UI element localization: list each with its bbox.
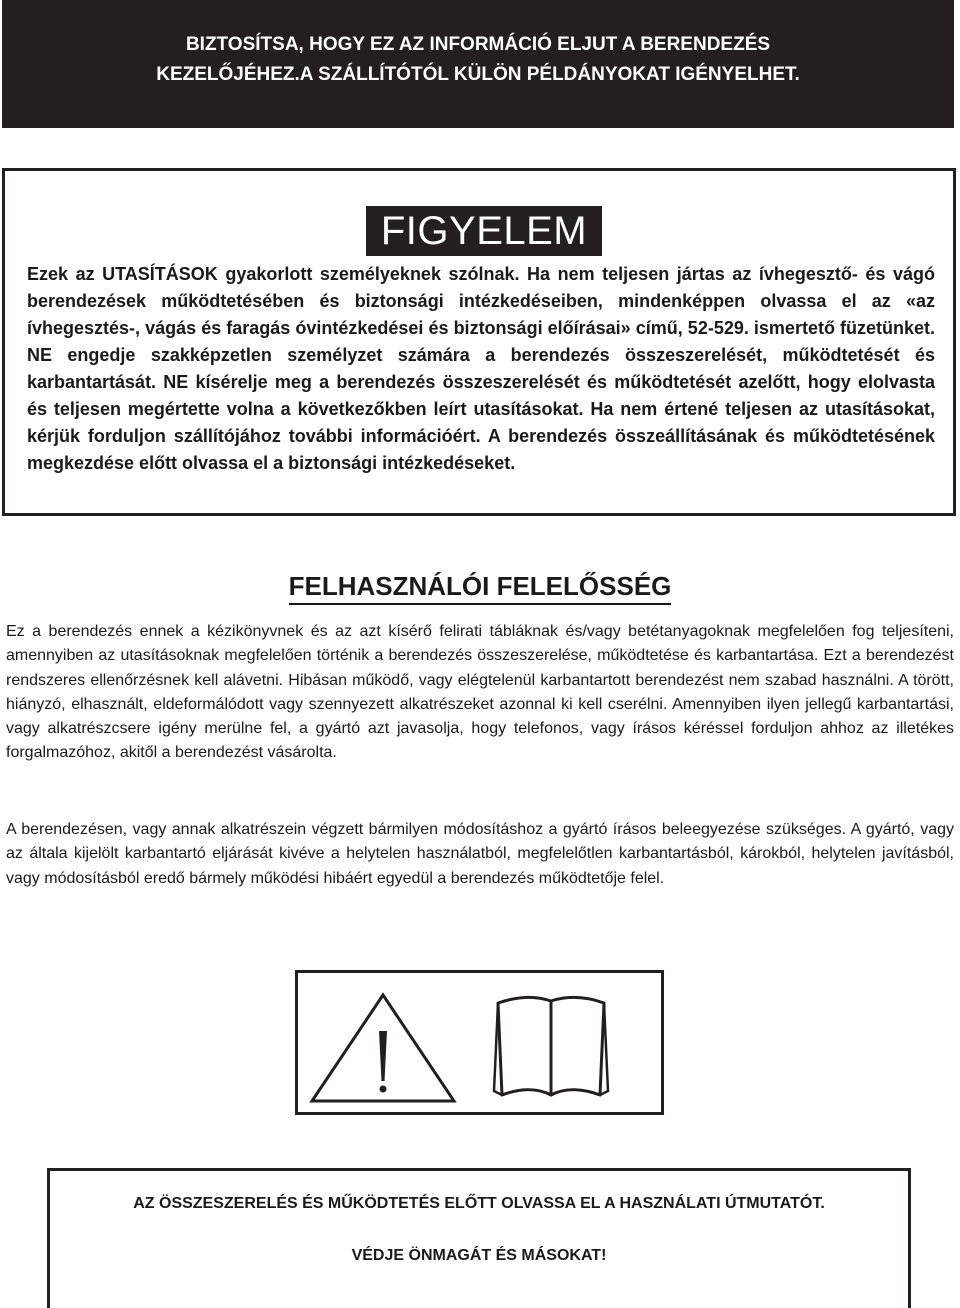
section-title — [0, 566, 960, 606]
warning-text: Ezek az UTASÍTÁSOK gyakorlott személyeknek szólnak. Ha nem teljesen jártas az ívhegesztő- és vágó berendezések működtetésében és biztonsági intézkedéseiben, mindenképpen olvassa el az «az ívhegesztés-, vágás és faragás óvintézkedései és biztonsági előírásai» című, 52-529. ismertető füzetünket. NE engedje szakképzetlen személyzet számára a berendezés összeszerelését, működtetését és karbantartását. NE kísérelje meg a berendezés összeszerelését és működtetését azelőtt, hogy elolvasta és teljesen megértette volna a következőkben leírt utasításokat. Ha nem értené teljesen az utasításokat, kérjük forduljon szállítójához további információért. A berendezés összeállításának és működtetésének megkezdése előtt olvassa el a biztonsági intézkedéseket. — [27, 264, 935, 473]
bottom-notice-box — [47, 1168, 911, 1308]
responsibility-paragraph-1: Ez a berendezés ennek a kézikönyvnek és az azt kísérő felirati tábláknak és/vagy betétanyagoknak megfelelően fog teljesíteni, amennyiben az utasításoknak megfelelően történik a berendezés összeszerelése, működtetése és karbantartása. Ezt a berendezést rendszeres ellenőrzésnek kell alávetni. Hibásan működő, vagy elégtelenül karbantartott berendezést nem szabad használni. A törött, hiányzó, elhasznált, eldeformálódott vagy szennyezett alkatrészeket azonnal ki kell cserélni. Amennyiben ilyen jellegű karbantartási, vagy alkatrészcsere igény merülne fel, a gyártó azt javasolja, hogy telefonos, vagy írásos kéréssel forduljon ahhoz az illetékes forgalmazóhoz, akitől a berendezést vásárolta. — [6, 623, 954, 762]
safety-symbol-box — [295, 970, 664, 1115]
banner-line-2: KEZELŐJÉHEZ.A SZÁLLÍTÓTÓL KÜLÖN PÉLDÁNYOKAT IGÉNYELHET. — [156, 64, 800, 85]
warning-box — [2, 168, 956, 516]
footer-line-1: AZ ÖSSZESZERELÉS ÉS MŰKÖDTETÉS ELŐTT OLVASSA EL A HASZNÁLATI ÚTMUTATÓT. — [133, 1195, 825, 1212]
section-title-text: FELHASZNÁLÓI FELELŐSSÉG — [289, 571, 672, 605]
footer-line-2: VÉDJE ÖNMAGÁT ÉS MÁSOKAT! — [351, 1247, 607, 1264]
read-manual-book-icon — [494, 997, 608, 1095]
banner-line-1: BIZTOSÍTSA, HOGY EZ AZ INFORMÁCIÓ ELJUT A BERENDEZÉS — [185, 34, 771, 55]
warning-triangle-icon — [312, 995, 454, 1101]
responsibility-paragraph-2: A berendezésen, vagy annak alkatrészein végzett bármilyen módosításhoz a gyártó írásos beleegyezése szükséges. A gyártó, vagy az általa kijelölt karbantartó eljárását kivéve a helytelen használatból, megfelelőtlen karbantartásból, károkból, helytelen javításból, vagy módosításból eredő bármely működési hibáért egyedül a berendezés működtetője felel. — [6, 821, 954, 887]
top-banner — [2, 0, 954, 128]
warning-title: FIGYELEM — [366, 206, 602, 256]
